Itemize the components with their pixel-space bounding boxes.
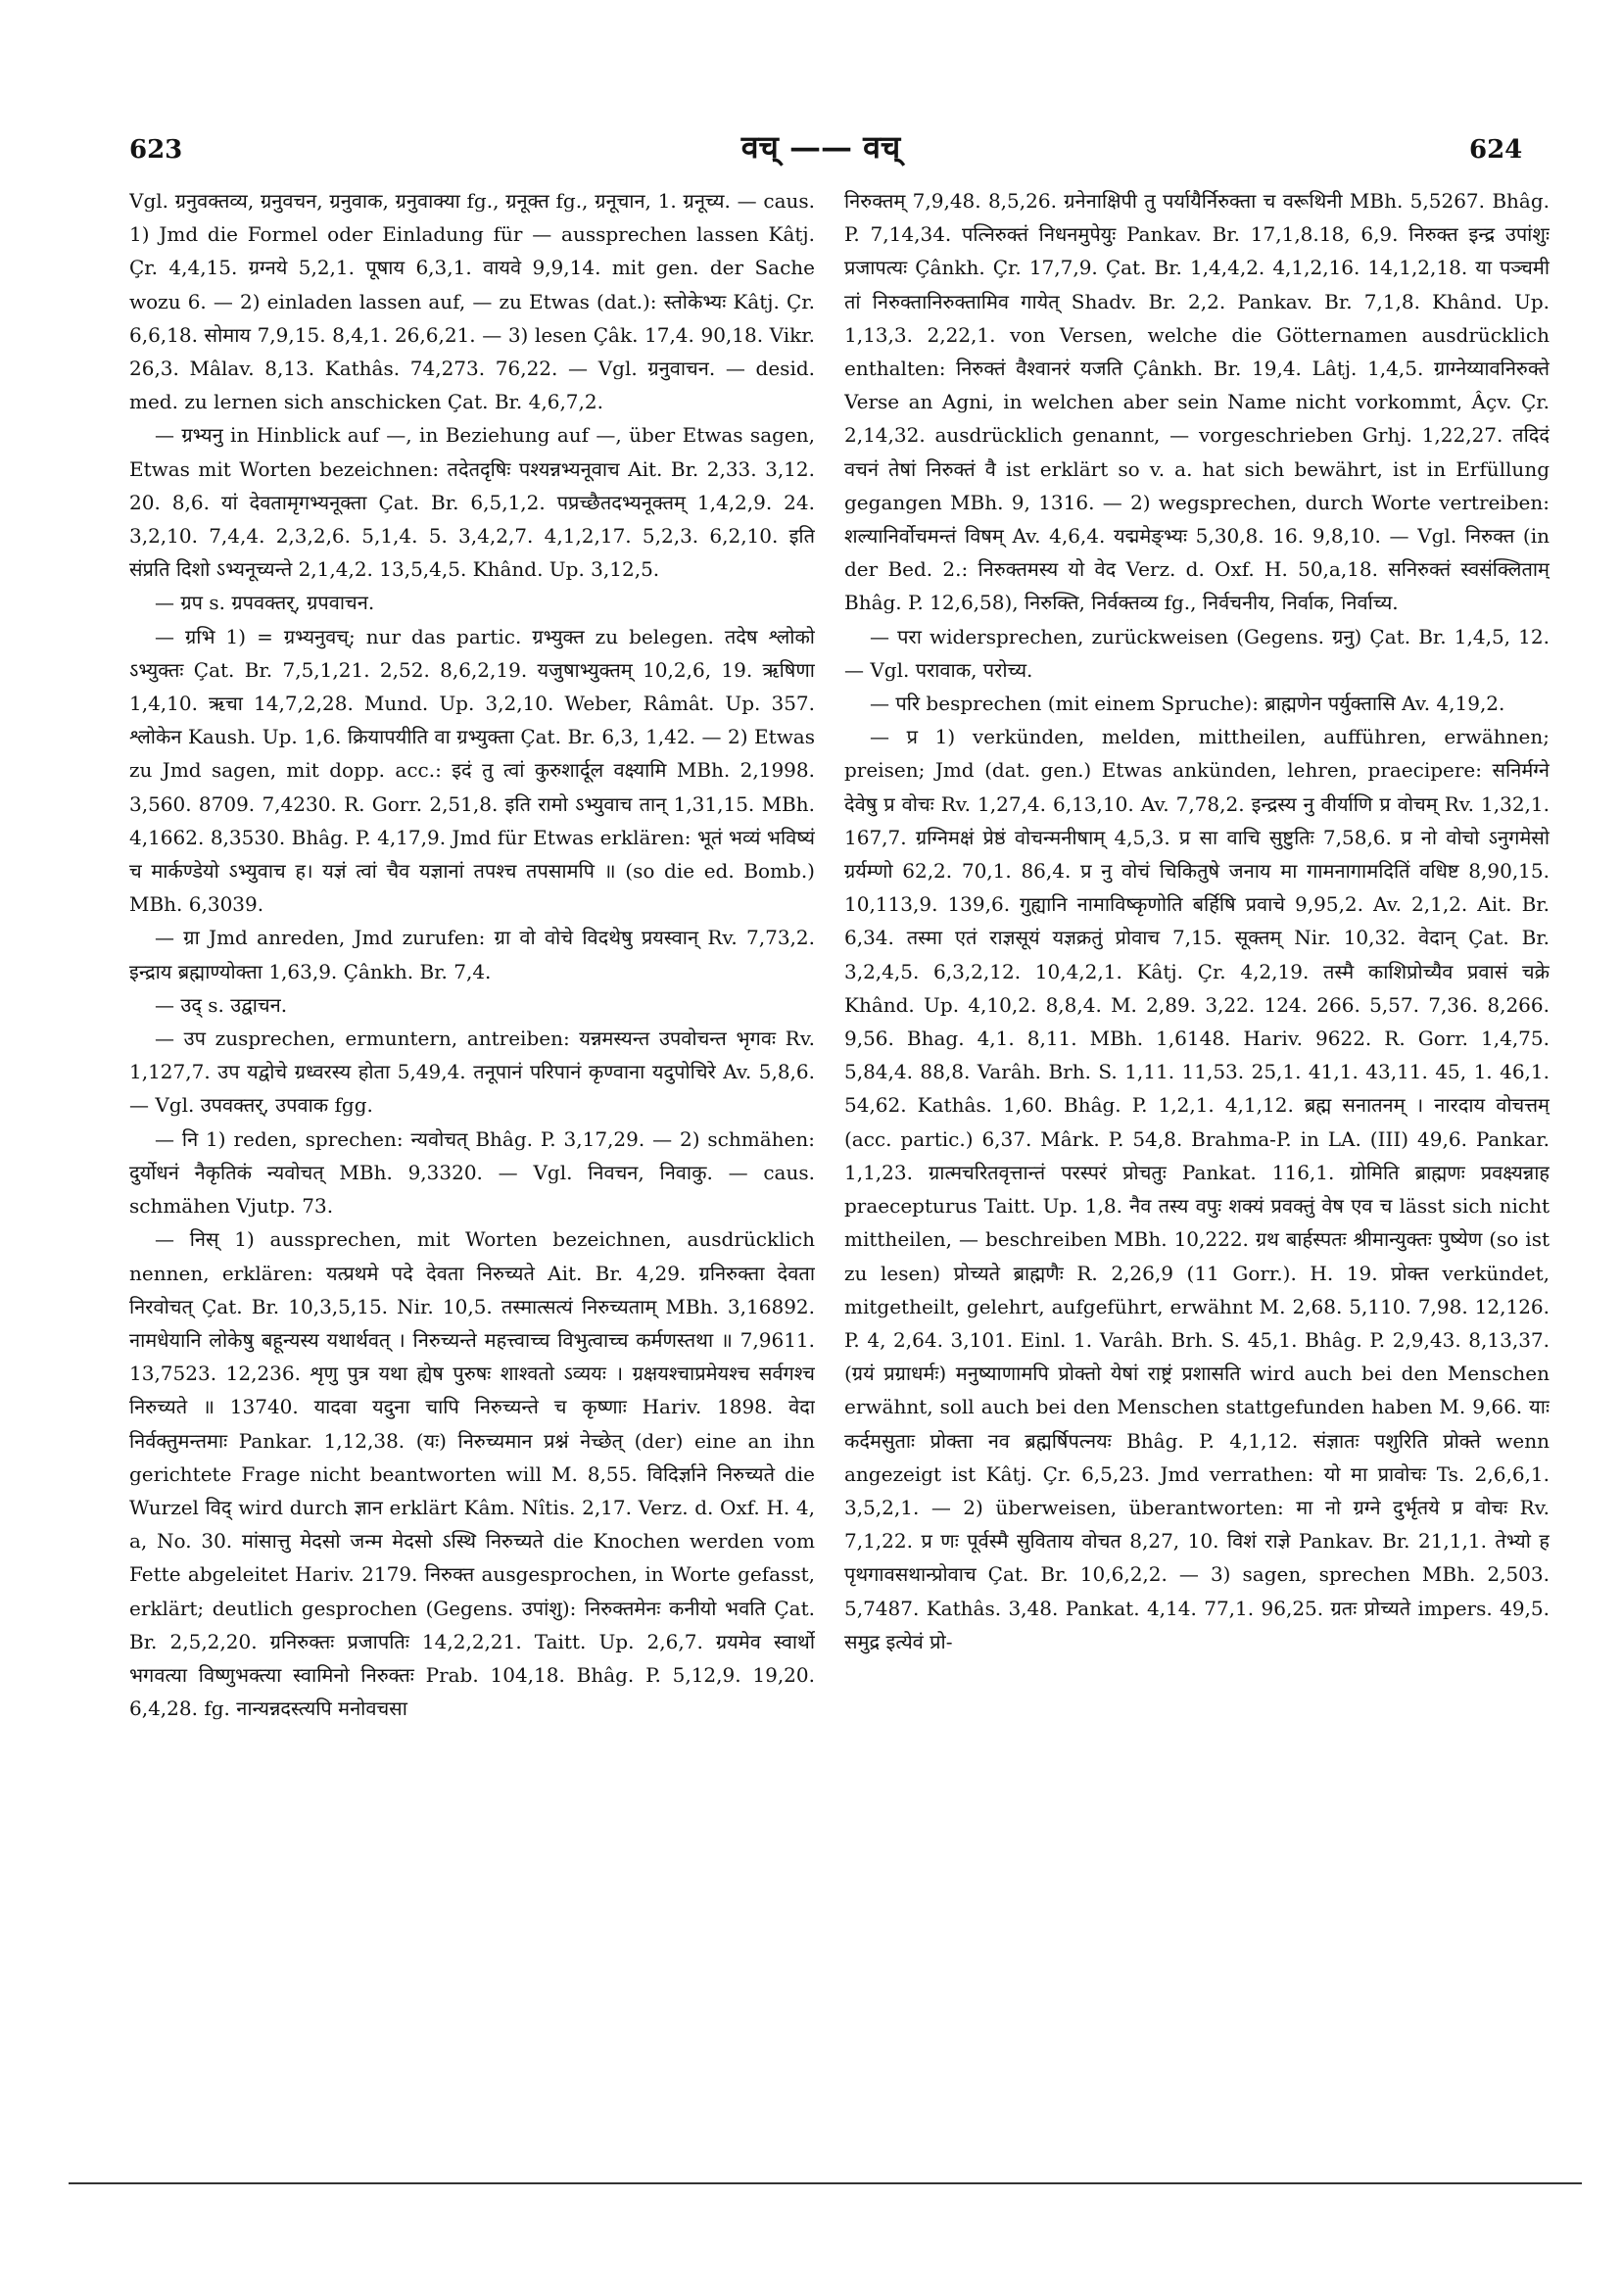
page-header bbox=[0, 0, 1622, 186]
entry-paragraph: — ग्रा Jmd anreden, Jmd zurufen: ग्रा वो वोचे विदथेषु प्रयस्वान् Rv. 7,73,2. इन्द्राय ब्रह्माण्योक्ता 1,63,9. Çânkh. Br. 7,4. bbox=[129, 926, 815, 983]
entry-paragraph: Vgl. ग्रनुवक्तव्य, ग्रनुवचन, ग्रनुवाक, ग्रनुवाक्या fg., ग्रनूक्त fg., ग्रनूचान, 1. ग्रनूच्य. — caus. 1) Jmd die Formel oder Einladung für — aussprechen lassen Kâtj. Çr. 4,4,15. ग्रग्नये 5,2,1. पूषाय 6,3,1. वायवे 9,9,14. mit gen. der Sache wozu 6. — 2) einladen lassen auf, — zu Etwas (dat.): स्तोकेभ्यः Kâtj. Çr. 6,6,18. सोमाय 7,9,15. 8,4,1. 26,6,21. — 3) lesen Çâk. 17,4. 90,18. Vikr. 26,3. Mâlav. 8,13. Kathâs. 74,273. 76,22. — Vgl. ग्रनुवाचन. — desid. med. zu lernen sich anschicken Çat. Br. 4,6,7,2. bbox=[129, 189, 815, 414]
entry-paragraph: — ग्रप s. ग्रपवक्तर्, ग्रपवाचन. bbox=[155, 591, 375, 615]
entry-paragraph: — उप zusprechen, ermuntern, antreiben: यन्नमस्यन्त उपवोचन्त भृगवः Rv. 1,127,7. उप यद्वोचे ग्रध्वरस्य होता 5,49,4. तनूपानं परिपानं कृण्वाना यदुपोचिरे Av. 5,8,6. — Vgl. उपवक्तर्, उपवाक fgg. bbox=[129, 1027, 815, 1118]
entry-paragraph: — उद् s. उद्वाचन. bbox=[155, 992, 288, 1017]
entry-paragraph: निरुक्तम् 7,9,48. 8,5,26. ग्रनेनाक्षिपी तु पर्यायैर्निरुक्ता च वरूथिनी MBh. 5,5267. Bhâg. P. 7,14,34. पत्निरुक्तं निधनमुपेयुः Pankav. Br. 17,1,8.18, 6,9. निरुक्त इन्द्र उपांशुः प्रजापत्यः Çânkh. Çr. 17,7,9. Çat. Br. 1,4,4,2. 4,1,2,16. 14,1,2,18. या पञ्चमी तां निरुक्तानिरुक्तामिव गायेत् Shadv. Br. 2,2. Pankav. Br. 7,1,8. Khând. Up. 1,13,3. 2,22,1. von Versen, welche die Götternamen ausdrücklich enthalten: निरुक्तं वैश्वानरं यजति Çânkh. Br. 19,4. Lâtj. 1,4,5. ग्राग्नेय्यावनिरुक्ते Verse an Agni, in welchen aber sein Name nicht vorkommt, Âçv. Çr. 2,14,32. ausdrücklich genannt, — vorgeschrieben Grhj. 1,22,27. तदिदं वचनं तेषां निरुक्तं वै ist erklärt so v. a. hat sich bewährt, ist in Erfüllung gegangen MBh. 9, 1316. — 2) wegsprechen, durch Worte vertreiben: शल्यानिर्वोचमन्तं विषम् Av. 4,6,4. यद्ममेङ्भ्यः 5,30,8. 16. 9,8,10. — Vgl. निरुक्त (in der Bed. 2.: निरुक्तमस्य यो वेद Verz. d. Oxf. H. 50,a,18. सनिरुक्तं स्वसंक्लिताम् Bhâg. P. 12,6,58), निरुक्ति, निर्वक्तव्य fg., निर्वचनीय, निर्वाक, निर्वाच्य. bbox=[844, 189, 1550, 615]
left-column bbox=[129, 184, 815, 2112]
page-number-right: 624 bbox=[1469, 135, 1523, 165]
entry-paragraph: — प्र 1) verkünden, melden, mittheilen, aufführen, erwähnen; preisen; Jmd (dat. gen.) Etwas ankünden, lehren, praecipere: सनिर्मग्ने देवेषु प्र वोचः Rv. 1,27,4. 6,13,10. Av. 7,78,2. इन्द्रस्य नु वीर्याणि प्र वोचम् Rv. 1,32,1. 167,7. ग्रग्निमक्षं प्रेष्ठं वोचन्मनीषाम् 4,5,3. प्र सा वाचि सुष्टुतिः 7,58,6. प्र नो वोचो ऽनुगमेसो ग्रर्यम्णो 62,2. 70,1. 86,4. प्र नु वोचं चिकितुषे जनाय मा गामनागामदितिं वधिष्ट 8,90,15. 10,113,9. 139,6. गुह्यानि नामाविष्कृणोति बर्हिषि प्रवाचे 9,95,2. Av. 2,1,2. Ait. Br. 6,34. तस्मा एतं राज्ञसूयं यज्ञक्रतुं प्रोवाच 7,15. सूक्तम् Nir. 10,32. वेदान् Çat. Br. 3,2,4,5. 6,3,2,12. 10,4,2,1. Kâtj. Çr. 4,2,19. तस्मै काशिप्रोच्यैव प्रवासं चक्रे Khând. Up. 4,10,2. 8,8,4. M. 2,89. 3,22. 124. 266. 5,57. 7,36. 8,266. 9,56. Bhag. 4,1. 8,11. MBh. 1,6148. Hariv. 9622. R. Gorr. 1,4,75. 5,84,4. 88,8. Varâh. Brh. S. 1,11. 11,53. 25,1. 41,1. 43,11. 45, 1. 46,1. 54,62. Kathâs. 1,60. Bhâg. P. 1,2,1. 4,1,12. ब्रह्म सनातनम् । नारदाय वोचत्तम् (acc. partic.) 6,37. Mârk. P. 54,8. Brahma-P. in LA. (III) 49,6. Pankar. 1,1,23. ग्रात्मचरितवृत्तान्तं परस्परं प्रोचतुः Pankat. 116,1. ग्रोमिति ब्राह्मणः प्रवक्ष्यन्नाह praecepturus Taitt. Up. 1,8. नैव तस्य वपुः शक्यं प्रवक्तुं वेष एव च lässt sich nicht mittheilen, — beschreiben MBh. 10,222. ग्रथ बार्हस्पतः श्रीमान्युक्तः पुष्येण (so ist zu lesen) प्रोच्यते ब्राह्मणैः R. 2,26,9 (11 Gorr.). H. 19. प्रोक्त verkündet, mitgetheilt, gelehrt, aufgeführt, erwähnt M. 2,68. 5,110. 7,98. 12,126. P. 4, 2,64. 3,101. Einl. 1. Varâh. Brh. S. 45,1. Bhâg. P. 2,9,43. 8,13,37. (ग्रयं प्रग्राधर्मः) मनुष्याणामपि प्रोक्तो येषां राष्ट्रं प्रशासति wird auch bei den Menschen erwähnt, soll auch bei den Menschen stattgefunden haben M. 9,66. याः कर्दमसुताः प्रोक्ता नव ब्रह्मर्षिपत्नयः Bhâg. P. 4,1,12. संज्ञातः पशुरिति प्रोक्ते wenn angezeigt ist Kâtj. Çr. 6,5,23. Jmd verrathen: यो मा प्रावोचः Ts. 2,6,6,1. 3,5,2,1. — 2) überweisen, überantworten: मा नो ग्रग्ने दुर्भृतये प्र वोचः Rv. 7,1,22. प्र णः पूर्वस्मै सुविताय वोचत 8,27, 10. विशं राज्ञे Pankav. Br. 21,1,1. तेभ्यो ह पृथगावसथान्प्रोवाच Çat. Br. 10,6,2,2. — 3) sagen, sprechen MBh. 2,503. 5,7487. Kathâs. 3,48. Pankat. 4,14. 77,1. 96,25. ग्रतः प्रोच्यते impers. 49,5. समुद्र इत्येवं प्रो- bbox=[844, 725, 1550, 1653]
entry-paragraph: — निस् 1) aussprechen, mit Worten bezeichnen, ausdrücklich nennen, erklären: यत्प्रथमे पदे देवता निरुच्यते Ait. Br. 4,29. ग्रनिरुक्ता देवता निरवोचत् Çat. Br. 10,3,5,15. Nir. 10,5. तस्मात्सत्यं निरुच्यताम् MBh. 3,16892. नामधेयानि लोकेषु बहून्यस्य यथार्थवत् । निरुच्यन्ते महत्त्वाच्च विभुत्वाच्च कर्मणस्तथा ॥ 7,9611. 13,7523. 12,236. शृणु पुत्र यथा ह्येष पुरुषः शाश्वतो ऽव्ययः । ग्रक्षयश्चाप्रमेयश्च सर्वगश्च निरुच्यते ॥ 13740. यादवा यदुना चापि निरुच्यन्ते च कृष्णाः Hariv. 1898. वेदा निर्वक्तुमन्तमाः Pankar. 1,12,38. (यः) निरुच्यमान प्रश्नं नेच्छेत् (der) eine an ihn gerichtete Frage nicht beantworten will M. 8,55. विदिर्ज्ञाने निरुच्यते die Wurzel विद् wird durch ज्ञान erklärt Kâm. Nîtis. 2,17. Verz. d. Oxf. H. 4, a, No. 30. मांसात्तु मेदसो जन्म मेदसो ऽस्थि निरुच्यते die Knochen werden vom Fette abgeleitet Hariv. 2179. निरुक्त ausgesprochen, in Worte gefasst, erklärt; deutlich gesprochen (Gegens. उपांशु): निरुक्तमेनः कनीयो भवति Çat. Br. 2,5,2,20. ग्रनिरुक्तः प्रजापतिः 14,2,2,21. Taitt. Up. 2,6,7. ग्रयमेव स्वार्थो भगवत्या विष्णुभक्त्या स्वामिनो निरुक्तः Prab. 104,18. Bhâg. P. 5,12,9. 19,20. 6,4,28. fg. नान्यन्नदस्त्यपि मनोवचसा bbox=[129, 1227, 815, 1721]
page-number-left: 623 bbox=[129, 135, 183, 165]
entry-paragraph: — ग्रभि 1) = ग्रभ्यनुवच्; nur das partic. ग्रभ्युक्त zu belegen. तदेष श्लोको ऽभ्युक्तः Çat. Br. 7,5,1,21. 2,52. 8,6,2,19. यजुषाभ्युक्तम् 10,2,6, 19. ऋषिणा 1,4,10. ऋचा 14,7,2,28. Mund. Up. 3,2,10. Weber, Râmât. Up. 357. श्लोकेन Kaush. Up. 1,6. क्रियापयीति वा ग्रभ्युक्ता Çat. Br. 6,3, 1,42. — 2) Etwas zu Jmd sagen, mit dopp. acc.: इदं तु त्वां कुरुशार्दूल वक्ष्यामि MBh. 2,1998. 3,560. 8709. 7,4230. R. Gorr. 2,51,8. इति रामो ऽभ्युवाच तान् 1,31,15. MBh. 4,1662. 8,3530. Bhâg. P. 4,17,9. Jmd für Etwas erklären: भूतं भव्यं भविष्यं च मार्कण्डेयो ऽभ्युवाच ह। यज्ञं त्वां चैव यज्ञानां तपश्च तपसामपि ॥ (so die ed. Bomb.) MBh. 6,3039. bbox=[129, 624, 815, 917]
entry-paragraph: — परि besprechen (mit einem Spruche): ब्राह्मणेन पर्युक्तासि Av. 4,19,2. bbox=[870, 692, 1505, 716]
entry-paragraph: — ग्रभ्यनु in Hinblick auf —, in Beziehung auf —, über Etwas sagen, Etwas mit Worten bezeichnen: तदेतदृषिः पश्यन्नभ्यनूवाच Ait. Br. 2,33. 3,12. 20. 8,6. यां देवतामृगभ्यनूक्ता Çat. Br. 6,5,1,2. पप्रच्छैतदभ्यनूक्तम् 1,4,2,9. 24. 3,2,10. 7,4,4. 2,3,2,6. 5,1,4. 5. 3,4,2,7. 4,1,2,17. 5,2,3. 6,2,10. इति संप्रति दिशो ऽभ्यनूच्यन्ते 2,1,4,2. 13,5,4,5. Khând. Up. 3,12,5. bbox=[129, 423, 815, 582]
entry-paragraph: — नि 1) reden, sprechen: न्यवोचत् Bhâg. P. 3,17,29. — 2) schmähen: दुर्योधनं नैकृतिकं न्यवोचत् MBh. 9,3320. — Vgl. निवचन, निवाकु. — caus. schmähen Vjutp. 73. bbox=[129, 1126, 815, 1219]
entry-paragraph: — परा widersprechen, zurückweisen (Gegens. ग्रनु) Çat. Br. 1,4,5, 12. — Vgl. परावाक, परोच्य. bbox=[844, 624, 1550, 682]
running-headword: वच् —— वच् bbox=[740, 128, 901, 166]
right-column bbox=[844, 184, 1550, 2112]
footer-rule bbox=[69, 2182, 1582, 2184]
